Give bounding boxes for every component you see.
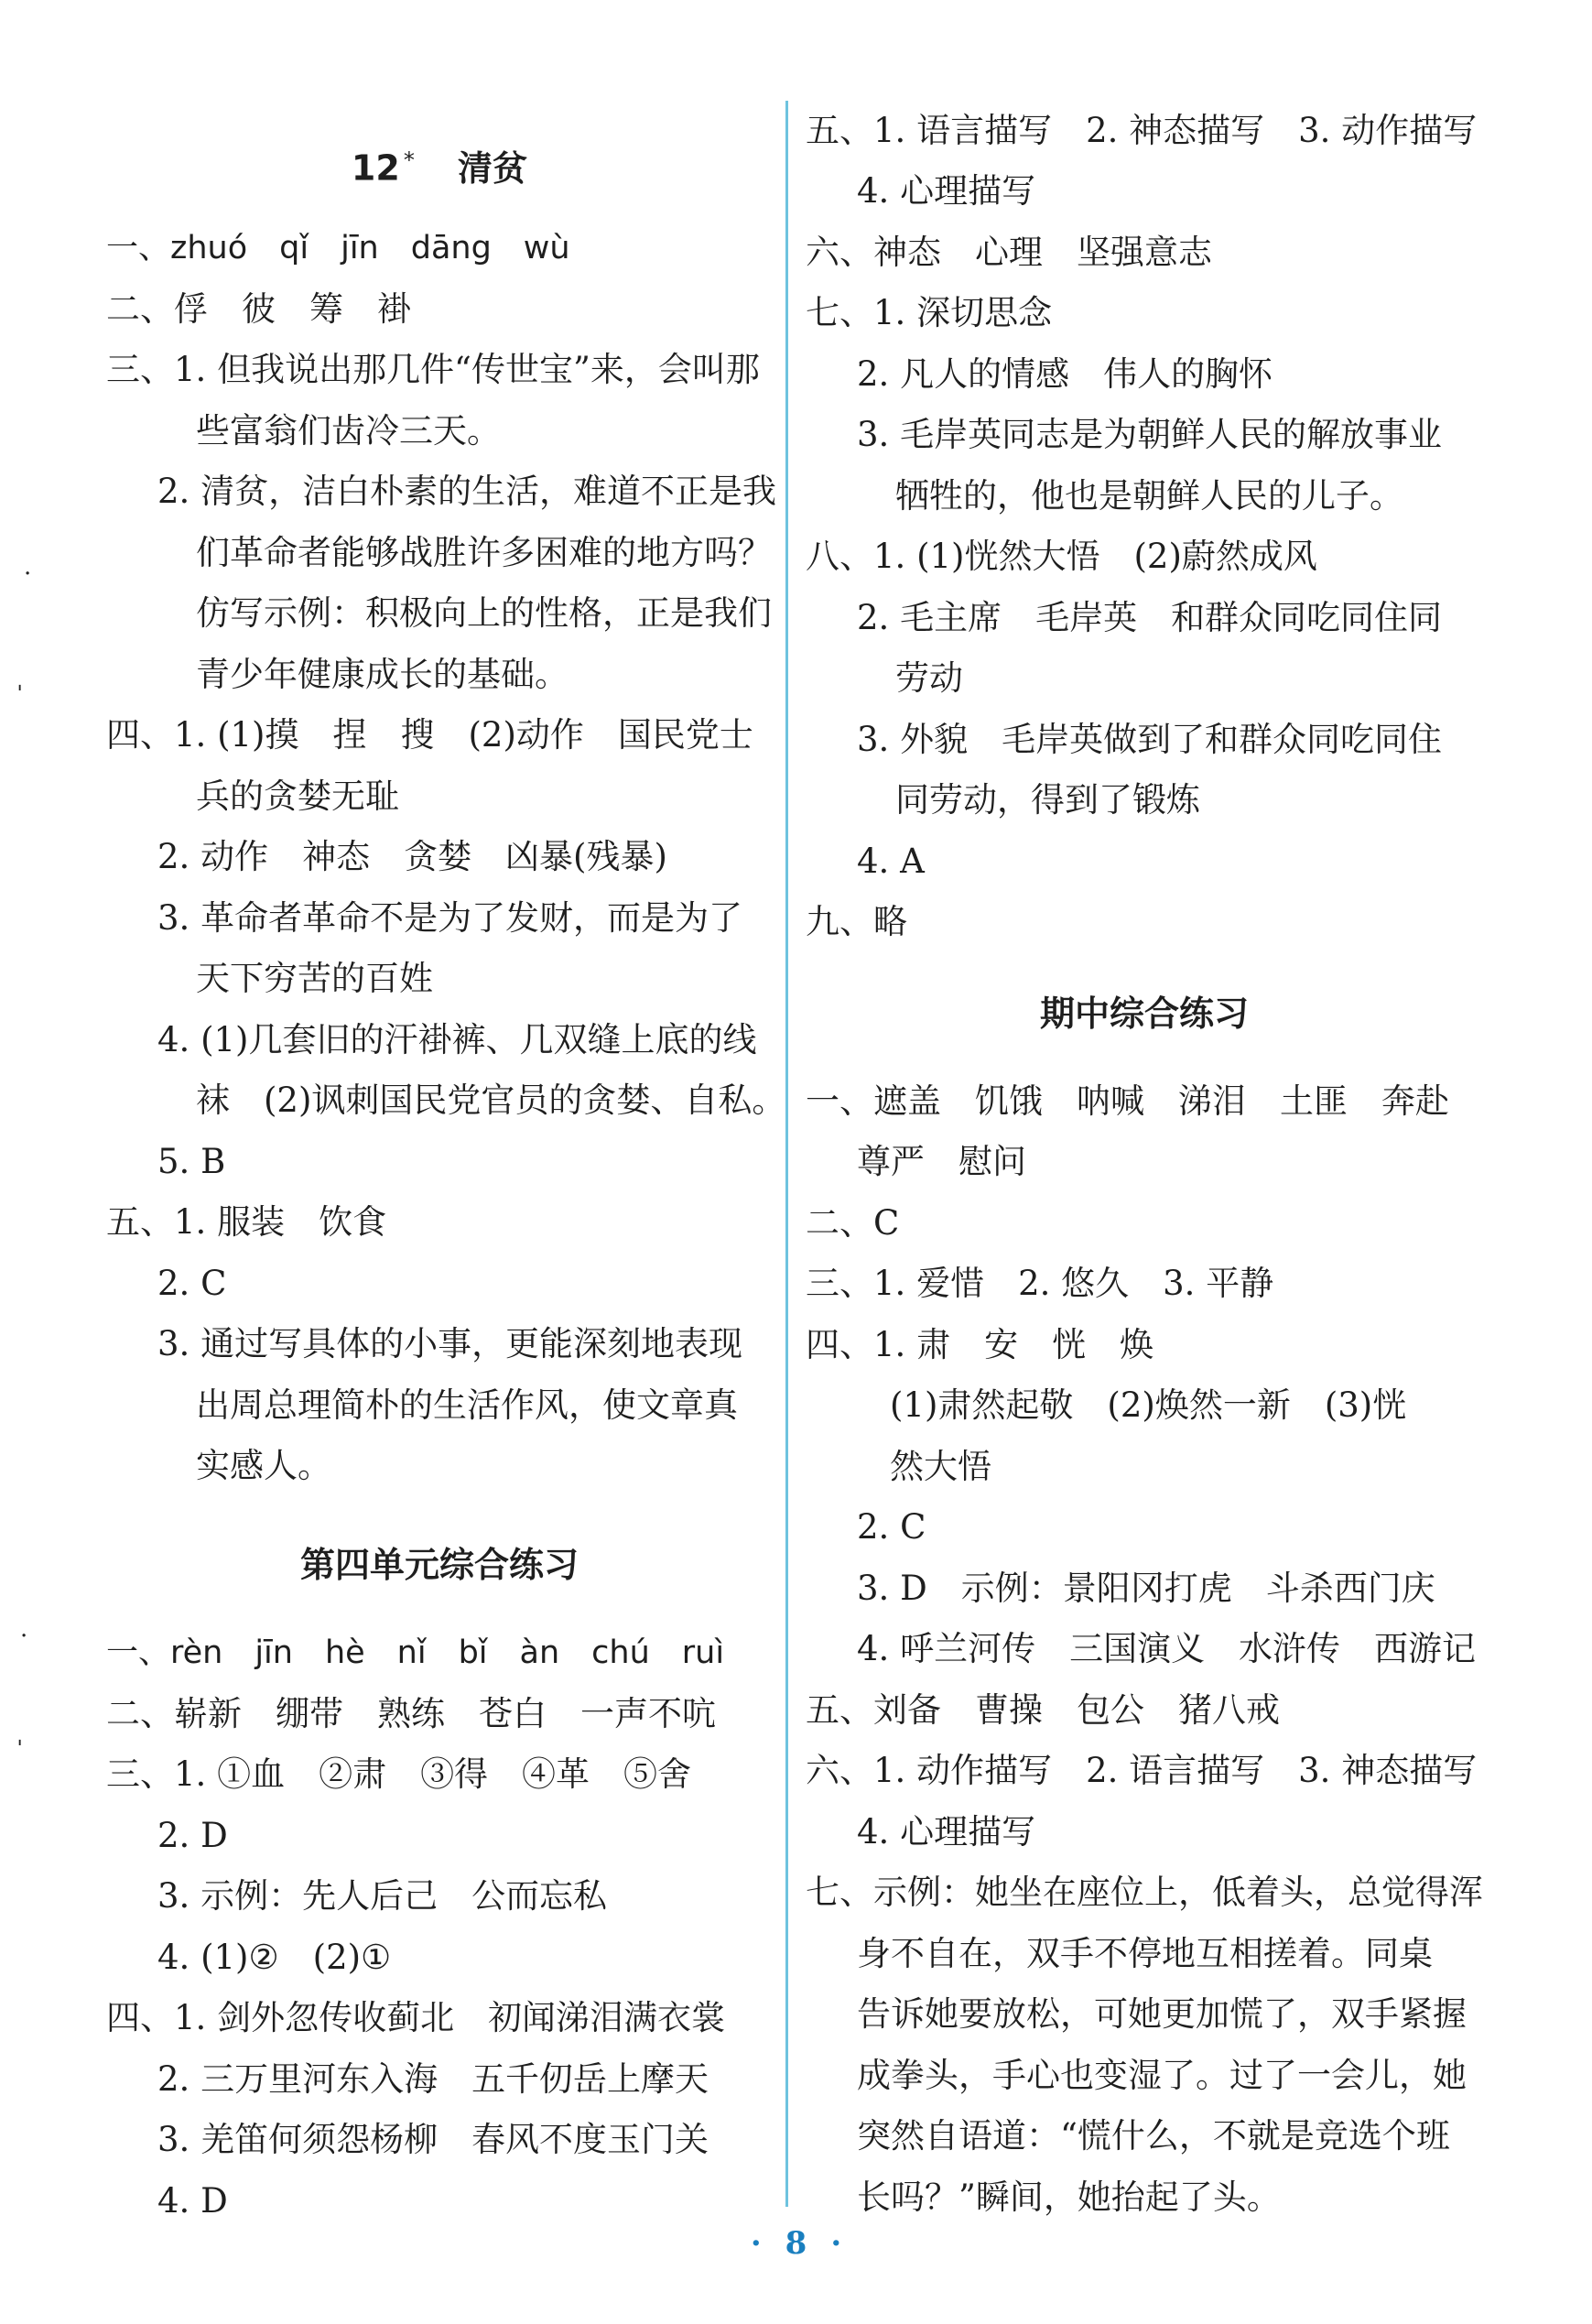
answer-line: 同劳动，得到了锻炼: [895, 780, 1200, 820]
page-number-value: 8: [785, 2225, 807, 2262]
answer-line: 九、略: [806, 902, 907, 941]
answer-line: 五、1. 服装 饮食: [106, 1202, 387, 1242]
answer-line: 2. 动作 神态 贪婪 凶暴(残暴): [157, 837, 667, 876]
answer-line: 3. 革命者革命不是为了发财，而是为了: [157, 898, 743, 938]
answer-line: 一、rèn jīn hè nǐ bǐ àn chú ruì: [106, 1634, 725, 1671]
answer-line: 四、1. (1)摸 捏 搜 (2)动作 国民党士: [106, 715, 753, 755]
section-title-unit4: 第四单元综合练习: [299, 1545, 579, 1585]
answer-line: 一、zhuó qǐ jīn dāng wù: [106, 230, 570, 266]
answer-line: 3. 毛岸英同志是为朝鲜人民的解放事业: [857, 415, 1443, 454]
answer-line: 成拳头，手心也变湿了。过了一会儿，她: [857, 2056, 1467, 2095]
answer-line: 七、1. 深切思念: [806, 293, 1053, 332]
answer-line: 5. B: [157, 1142, 226, 1181]
page-number: [0, 2225, 1592, 2262]
answer-line: 出周总理简朴的生活作风，使文章真: [196, 1385, 738, 1425]
answer-line: 三、1. 但我说出那几件“传世宝”来，会叫那: [106, 350, 760, 389]
page-dot-left: ·: [750, 2225, 762, 2262]
answer-line: 天下穷苦的百姓: [196, 959, 433, 998]
answer-line: (1)肃然起敬 (2)焕然一新 (3)恍: [890, 1385, 1407, 1425]
answer-line: 一、遮盖 饥饿 呐喊 涕泪 土匪 奔赴: [806, 1081, 1449, 1121]
answer-line: 七、示例：她坐在座位上，低着头，总觉得浑: [806, 1873, 1483, 1912]
section-title-midterm: 期中综合练习: [1039, 994, 1249, 1034]
answer-line: 二、俘 彼 筹 褂: [106, 289, 411, 329]
answer-line: 四、1. 肃 安 恍 焕: [806, 1325, 1154, 1364]
answer-line: 六、1. 动作描写 2. 语言描写 3. 神态描写: [806, 1751, 1478, 1790]
answer-line: 劳动: [895, 658, 963, 698]
answer-line: 些富翁们齿冷三天。: [196, 411, 501, 451]
answer-line: 4. (1)几套旧的汗褂裤、几双缝上底的线: [157, 1020, 757, 1059]
answer-line: 4. 呼兰河传 三国演义 水浒传 西游记: [857, 1629, 1477, 1668]
answer-line: 突然自语道：“慌什么，不就是竞选个班: [857, 2116, 1450, 2156]
answer-line: 2. 毛主席 毛岸英 和群众同吃同住同: [857, 598, 1443, 637]
answer-line: 四、1. 剑外忽传收蓟北 初闻涕泪满衣裳: [106, 1998, 726, 2037]
answer-line: 青少年健康成长的基础。: [196, 655, 569, 694]
answer-line: 3. 外貌 毛岸英做到了和群众同吃同住: [857, 720, 1443, 759]
lesson-number: 12: [351, 147, 400, 189]
answer-line: 身不自在，双手不停地互相搓着。同桌: [857, 1934, 1433, 1973]
answer-line: 2. 清贫，洁白朴素的生活，难道不正是我: [157, 472, 777, 511]
answer-line: 2. 凡人的情感 伟人的胸怀: [857, 354, 1273, 394]
lesson-title: 清贫: [458, 147, 528, 189]
answer-line: 告诉她要放松，可她更加慌了，双手紧握: [857, 1994, 1467, 2034]
answer-line: 4. A: [857, 842, 925, 881]
answer-line: 3. 通过写具体的小事，更能深刻地表现: [157, 1324, 743, 1363]
answer-line: 二、C: [806, 1203, 900, 1243]
answer-line: 3. 示例：先人后己 公而忘私: [157, 1876, 608, 1916]
answer-line: 五、刘备 曹操 包公 猪八戒: [806, 1690, 1280, 1730]
answer-line: 六、神态 心理 坚强意志: [806, 233, 1212, 272]
answer-line: 牺牲的，他也是朝鲜人民的儿子。: [895, 476, 1403, 516]
answer-line: 实感人。: [196, 1446, 331, 1485]
answer-line: 2. 三万里河东入海 五千仞岳上摩天: [157, 2059, 709, 2099]
answer-line: 2. C: [157, 1264, 227, 1303]
answer-line: 4. (1)② (2)①: [157, 1938, 392, 1977]
answer-line: 4. D: [157, 2181, 228, 2221]
scan-mark: ˌ: [16, 667, 24, 694]
answer-line: 兵的贪婪无耻: [196, 776, 399, 816]
optional-star: *: [403, 147, 415, 173]
column-divider: [785, 101, 788, 2207]
scan-mark: ˌ: [16, 1721, 24, 1749]
answer-line: 2. C: [857, 1507, 926, 1547]
answer-line: 五、1. 语言描写 2. 神态描写 3. 动作描写: [806, 111, 1478, 150]
answer-line: 二、崭新 绷带 熟练 苍白 一声不吭: [106, 1694, 716, 1733]
answer-line: 然大悟: [890, 1447, 991, 1486]
scan-mark: ·: [24, 560, 32, 588]
answer-line: 三、1. 爱惜 2. 悠久 3. 平静: [806, 1264, 1274, 1303]
answer-line: 4. 心理描写: [857, 1812, 1036, 1852]
answer-line: 们革命者能够战胜许多困难的地方吗？: [196, 533, 772, 572]
section-title-12: [101, 137, 778, 191]
answer-line: 2. D: [157, 1816, 228, 1855]
answer-line: 4. 心理描写: [857, 171, 1036, 211]
answer-line: 尊严 慰问: [857, 1142, 1026, 1181]
answer-line: 3. 羌笛何须怨杨柳 春风不度玉门关: [157, 2120, 709, 2159]
answer-line: 八、1. (1)恍然大悟 (2)蔚然成风: [806, 537, 1317, 576]
answer-line: 3. D 示例：景阳冈打虎 斗杀西门庆: [857, 1569, 1435, 1608]
answer-line: 长吗？”瞬间，她抬起了头。: [857, 2177, 1281, 2217]
scan-mark: ·: [20, 1623, 28, 1650]
answer-line: 仿写示例：积极向上的性格，正是我们: [196, 593, 772, 633]
page-dot-right: ·: [830, 2225, 842, 2262]
answer-line: 三、1. ①血 ②肃 ③得 ④革 ⑤舍: [106, 1754, 692, 1794]
answer-line: 袜 (2)讽刺国民党官员的贪婪、自私。: [196, 1081, 786, 1120]
